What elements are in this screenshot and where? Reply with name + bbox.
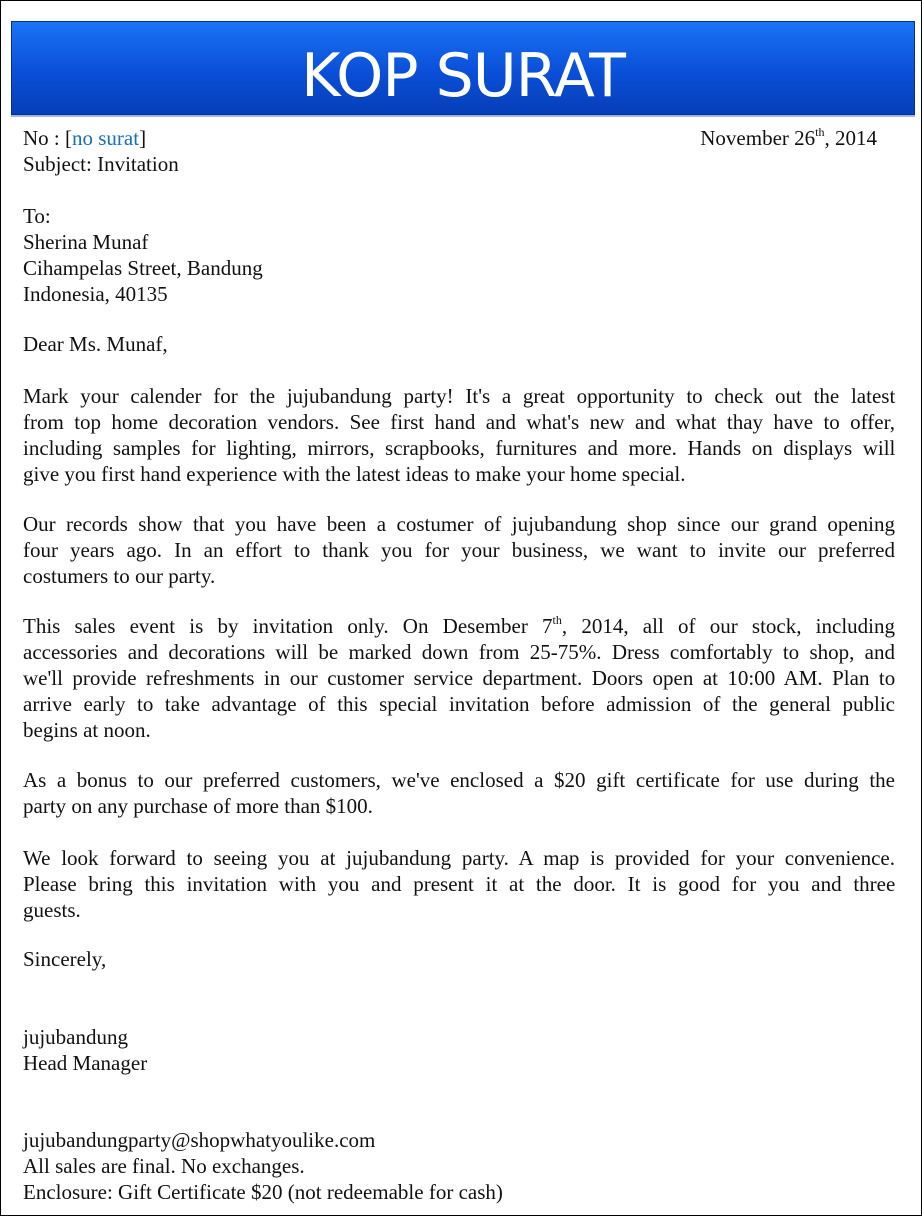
paragraph-line: begins at noon. [23, 718, 151, 742]
closing: Sincerely, [23, 947, 107, 971]
recipient-name: Sherina Munaf [23, 230, 149, 254]
paragraph-line: four years ago. In an effort to thank you for your business, we want to invite our preferred [23, 538, 895, 562]
paragraph-5 [23, 845, 895, 923]
paragraph-line: As a bonus to our preferred customers, we've enclosed a $20 gift certificate for use during the [23, 768, 895, 792]
footer-enclosure: Enclosure: Gift Certificate $20 (not redeemable for cash) [23, 1180, 503, 1204]
paragraph-text: , 2014, all of our stock, including [561, 614, 896, 638]
signature-block [23, 1024, 147, 1076]
paragraph-line: party on any purchase of more than $100. [23, 794, 373, 818]
paragraph-line: including samples for lighting, mirrors, scrapbooks, furnitures and more. Hands on displays will [23, 436, 896, 460]
paragraph-3 [23, 613, 895, 743]
letter-number [23, 125, 146, 151]
letter-subject: Subject: Invitation [23, 152, 179, 176]
paragraph-2 [23, 511, 895, 589]
letter-number-prefix: No : [ [23, 126, 72, 150]
paragraph-line: costumers to our party. [23, 564, 216, 588]
paragraph-4 [23, 767, 895, 819]
footer-notice: All sales are final. No exchanges. [23, 1154, 305, 1178]
paragraph-line: arrive early to take advantage of this special invitation before admission of the general public [23, 692, 895, 716]
recipient-country: Indonesia, 40135 [23, 282, 168, 306]
recipient-to-label: To: [23, 204, 51, 228]
letterhead-banner [11, 21, 915, 115]
letter-date-year: , 2014 [824, 126, 877, 150]
paragraph-line: give you first hand experience with the latest ideas to make your home special. [23, 462, 686, 486]
recipient-street: Cihampelas Street, Bandung [23, 256, 263, 280]
footer-email[interactable]: jujubandungparty@shopwhatyoulike.com [23, 1128, 376, 1152]
recipient-block [23, 203, 263, 307]
letter-number-placeholder[interactable]: no surat [72, 126, 140, 150]
signature-role: Head Manager [23, 1051, 148, 1075]
paragraph-line: We look forward to seeing you at jujubandung party. A map is provided for your convenience. [23, 846, 895, 870]
footer-block [23, 1127, 503, 1205]
paragraph-line: guests. [23, 898, 81, 922]
paragraph-line: from top home decoration vendors. See first hand and what's new and what thay have to offer, [23, 410, 895, 434]
salutation: Dear Ms. Munaf, [23, 332, 168, 356]
letter-date [700, 125, 877, 151]
paragraph-1 [23, 383, 895, 487]
letterhead-title: KOP SURAT [301, 41, 625, 111]
letter-number-suffix: ] [139, 126, 147, 150]
paragraph-line: Our records show that you have been a costumer of jujubandung shop since our grand opening [23, 512, 895, 536]
signature-company: jujubandung [23, 1025, 128, 1049]
paragraph-line-first [23, 613, 895, 639]
letter-date-suffix: th [815, 125, 825, 139]
paragraph-text: This sales event is by invitation only. On Desember 7 [23, 614, 553, 638]
paragraph-line: accessories and decorations will be marked down from 25-75%. Dress comfortably to shop, and [23, 640, 895, 664]
date-suffix: th [552, 613, 562, 627]
paragraph-line: we'll provide refreshments in our customer service department. Doors open at 10:00 AM. Plan to [23, 666, 896, 690]
letter-date-main: November 26 [700, 126, 816, 150]
paragraph-line: Please bring this invitation with you and present it at the door. It is good for you and three [23, 872, 896, 896]
paragraph-line: Mark your calender for the jujubandung party! It's a great opportunity to check out the latest [23, 384, 896, 408]
